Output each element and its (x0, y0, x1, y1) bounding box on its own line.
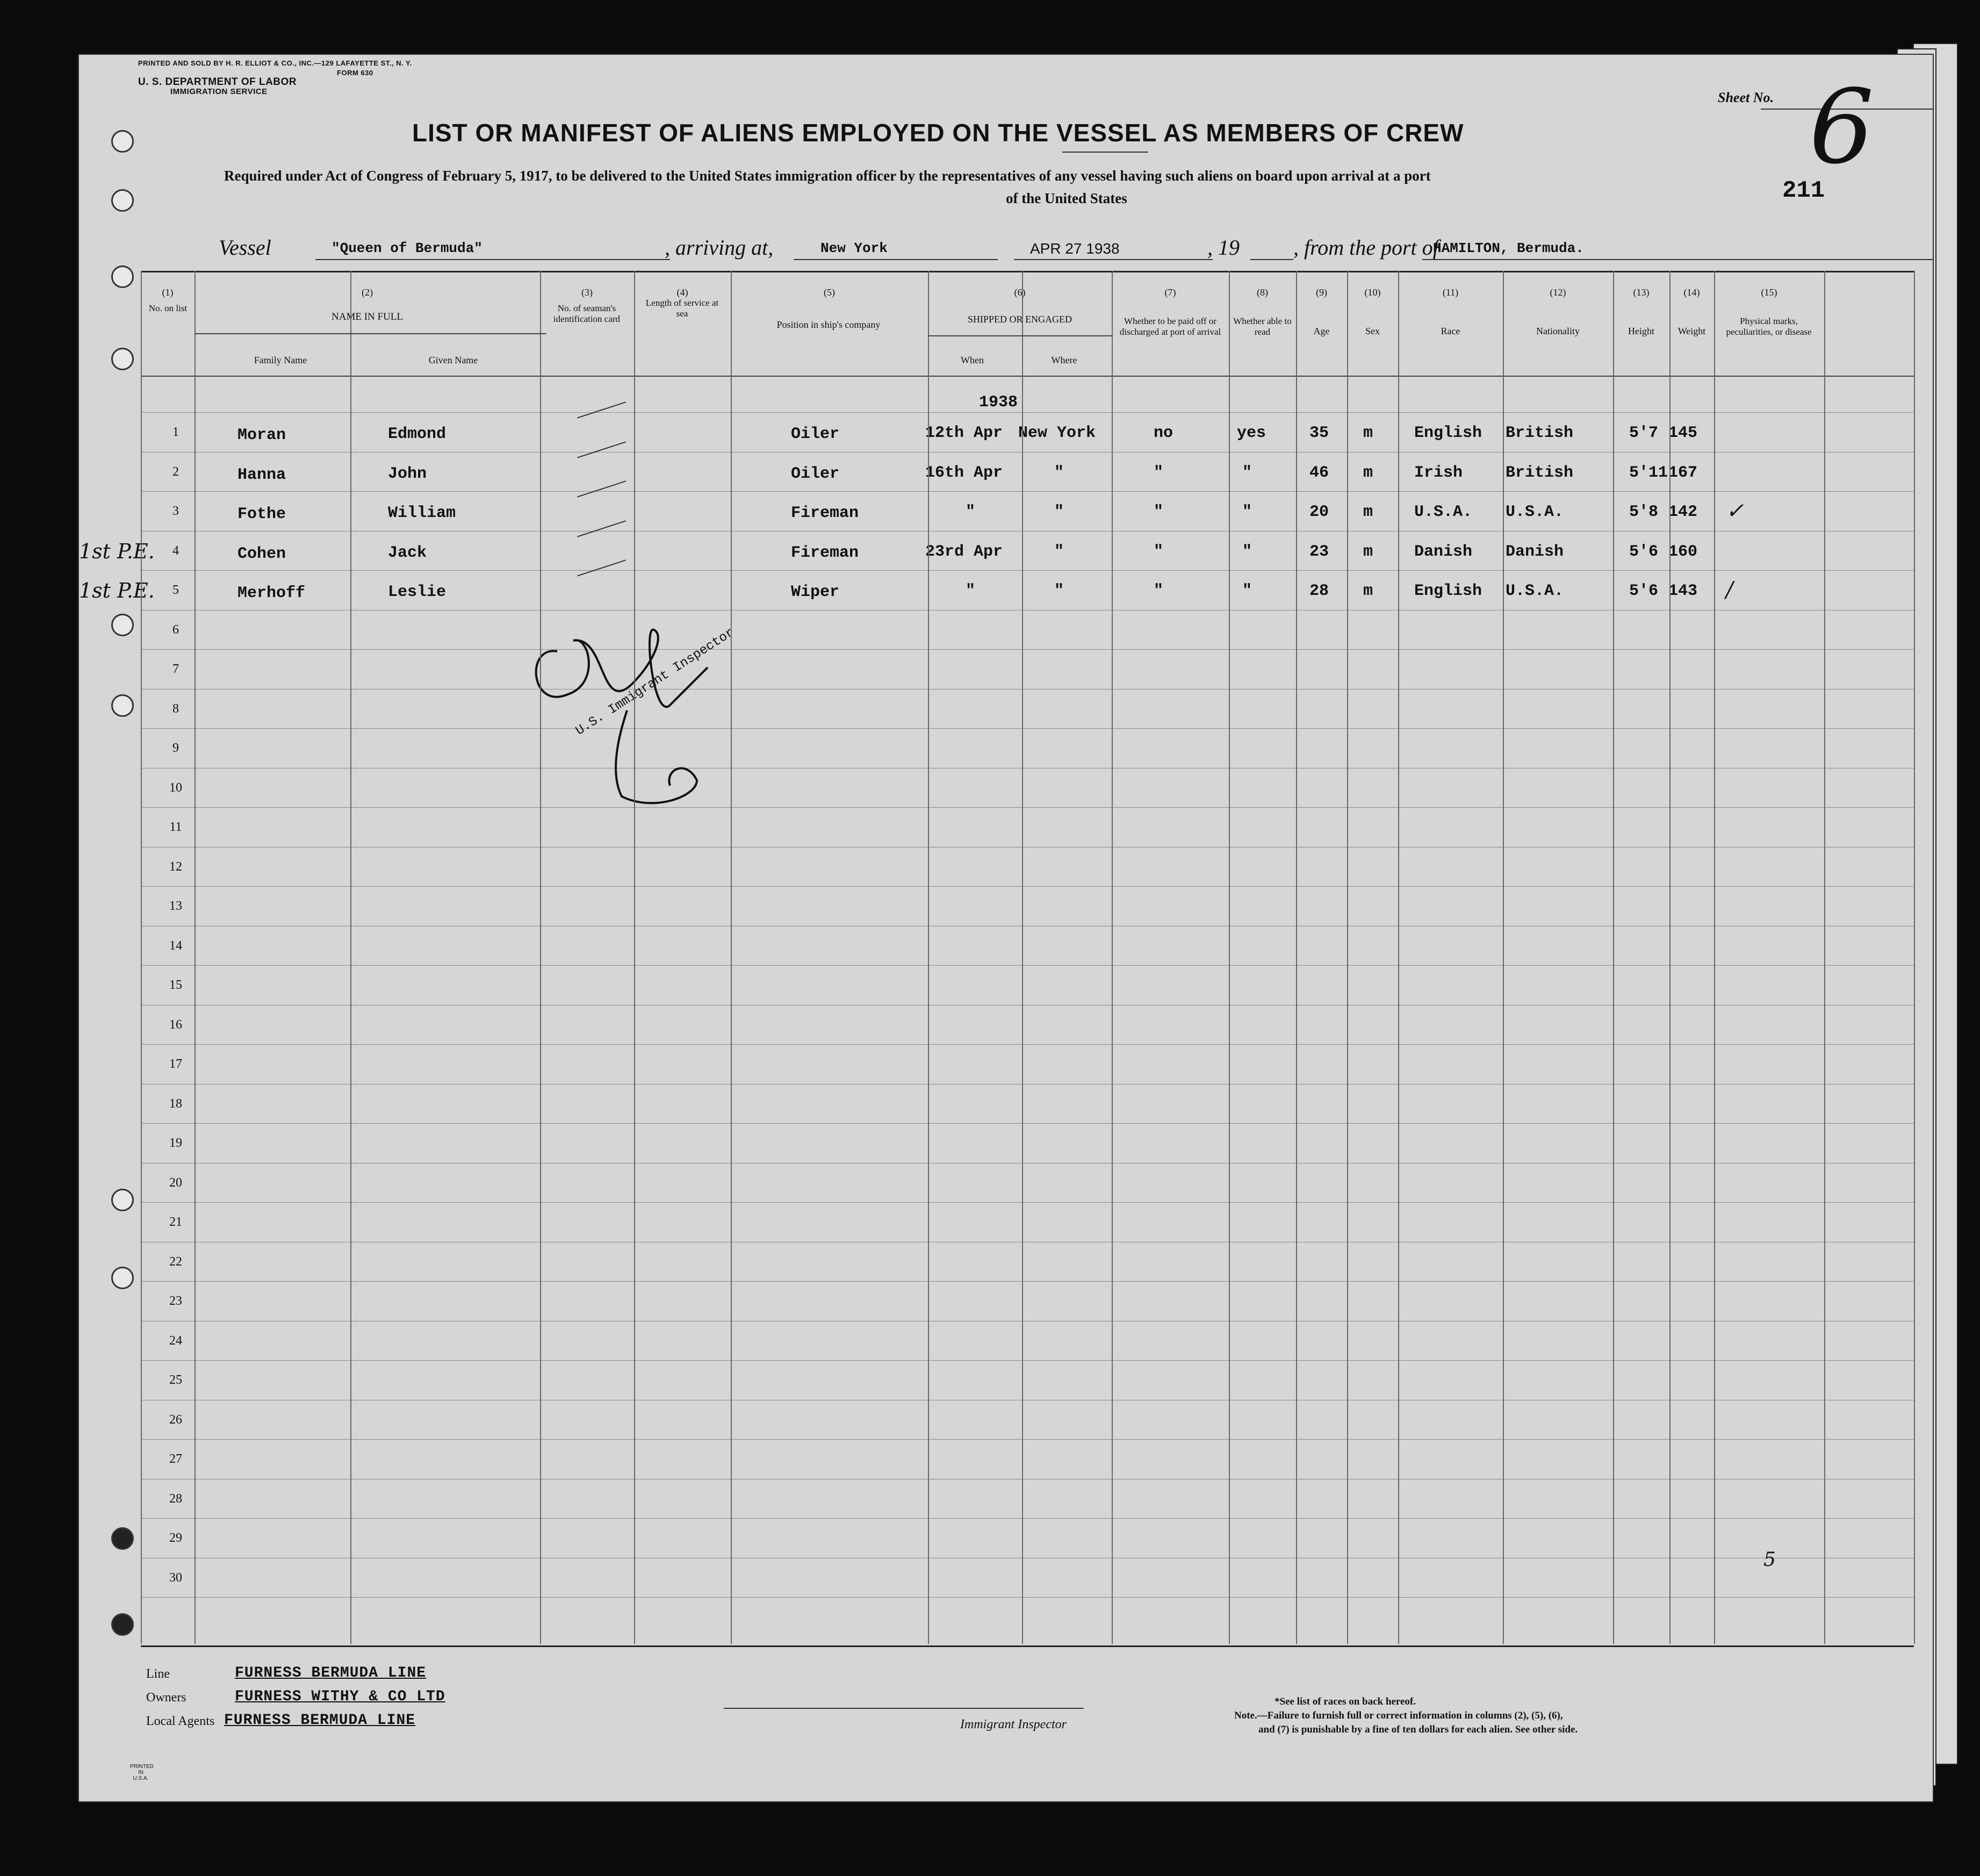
arriving-label: , arriving at, (665, 235, 774, 260)
family-name: Moran (237, 426, 286, 444)
col-11-number: (11) (1442, 287, 1459, 298)
row-rule (141, 491, 1914, 492)
column-divider (1398, 271, 1399, 1644)
row-rule (141, 807, 1914, 808)
col-7-number: (7) (1164, 287, 1176, 298)
stray-mark: 5 (1763, 1549, 1776, 1571)
inspector-stamp (493, 603, 794, 818)
column-divider (350, 271, 351, 1644)
col-shipped-engaged: SHIPPED OR ENGAGED (967, 314, 1072, 325)
vessel-label: Vessel (219, 235, 271, 260)
age: 28 (1309, 582, 1329, 600)
position: Wiper (791, 583, 840, 601)
family-name: Hanna (237, 466, 286, 484)
note-races: *See list of races on back hereof. (1275, 1696, 1416, 1707)
column-divider (1347, 271, 1348, 1644)
shipped-when: " (966, 582, 976, 600)
punch-hole (111, 1527, 134, 1550)
row-number: 23 (169, 1294, 182, 1308)
row-rule (141, 1044, 1914, 1045)
line-label: Line (146, 1667, 170, 1681)
row-number: 30 (169, 1571, 182, 1585)
height: 5'8 (1629, 503, 1659, 521)
from-underline (1422, 259, 1933, 260)
height: 5'7 (1629, 424, 1659, 442)
vessel-underline (315, 259, 670, 260)
row-number: 20 (169, 1176, 182, 1190)
physical-mark: / (1726, 578, 1733, 602)
position: Oiler (791, 465, 840, 483)
nationality: U.S.A. (1506, 503, 1564, 521)
row-number: 17 (169, 1057, 182, 1071)
col-4-number: (4) (676, 287, 688, 298)
position: Fireman (791, 544, 859, 562)
stamp-number: 211 (1782, 177, 1825, 204)
nationality: British (1506, 464, 1574, 482)
punch-hole (111, 614, 134, 636)
col-position: Position in ship's company (776, 319, 881, 330)
service: IMMIGRATION SERVICE (170, 87, 268, 96)
punch-hole (111, 1189, 134, 1211)
row-number: 15 (169, 978, 182, 992)
header-rule (141, 376, 1914, 377)
sex: m (1363, 424, 1373, 442)
race: English (1414, 424, 1482, 442)
row-rule (141, 1202, 1914, 1203)
col-8-number: (8) (1257, 287, 1268, 298)
column-divider (1112, 271, 1113, 1644)
col-no-on-list: No. on list (148, 303, 188, 313)
row-rule (141, 1123, 1914, 1124)
from-port: HAMILTON, Bermuda. (1433, 240, 1584, 256)
row-number: 8 (172, 702, 179, 716)
title-rule (1062, 152, 1148, 153)
col-9-number: (9) (1316, 287, 1327, 298)
col-sex: Sex (1365, 326, 1380, 336)
race: English (1414, 582, 1482, 600)
column-divider (1714, 271, 1715, 1644)
able-to-read: " (1242, 464, 1252, 482)
col-nationality: Nationality (1536, 326, 1580, 336)
row-rule (141, 1597, 1914, 1598)
owners-value: FURNESS WITHY & CO LTD (235, 1688, 445, 1705)
row-number: 11 (169, 820, 182, 834)
weight: 142 (1668, 503, 1698, 521)
sex: m (1363, 582, 1373, 600)
margin-annotation: 1st P.E. (79, 579, 155, 602)
row-number: 29 (169, 1531, 182, 1545)
sex: m (1363, 543, 1373, 561)
punch-hole (111, 189, 134, 212)
col-2-number: (2) (362, 287, 373, 298)
weight: 167 (1668, 464, 1698, 482)
row-rule (141, 886, 1914, 887)
row-rule (141, 1360, 1914, 1361)
race: Danish (1414, 543, 1473, 561)
col-14-number: (14) (1683, 287, 1700, 298)
row-number: 16 (169, 1018, 182, 1032)
given-name: John (388, 465, 427, 483)
height: 5'11 (1629, 464, 1668, 482)
nationality: Danish (1506, 543, 1564, 561)
row-number: 2 (172, 465, 179, 479)
date-stamp: APR 27 1938 (1030, 240, 1120, 257)
year-underline (1250, 259, 1293, 260)
row-number: 18 (169, 1097, 182, 1111)
col-where: Where (1051, 355, 1077, 365)
given-name: William (388, 504, 456, 522)
position: Oiler (791, 425, 840, 443)
position: Fireman (791, 504, 859, 522)
punch-hole (111, 694, 134, 717)
col-age: Age (1313, 326, 1330, 336)
paid-off: " (1154, 464, 1164, 482)
col-given-name: Given Name (428, 355, 478, 365)
row-number: 21 (169, 1215, 182, 1229)
row-number: 6 (172, 623, 179, 637)
column-divider (1914, 271, 1915, 1644)
from-label: , from the port of (1293, 235, 1439, 260)
margin-annotation: 1st P.E. (79, 540, 155, 563)
row-number: 24 (169, 1334, 182, 1348)
inspector-label: Immigrant Inspector (960, 1717, 1067, 1731)
punch-hole (111, 1267, 134, 1289)
row-rule (141, 1518, 1914, 1519)
race: Irish (1414, 464, 1463, 482)
row-rule (141, 412, 1914, 413)
height: 5'6 (1629, 582, 1659, 600)
column-divider (141, 271, 142, 1644)
inspector-title: U.S. Immigrant Inspector (573, 625, 737, 739)
paid-off: " (1154, 543, 1164, 561)
shipped-when: 12th Apr (925, 424, 1003, 442)
row-number: 27 (169, 1452, 182, 1466)
able-to-read: " (1242, 582, 1252, 600)
col-5-number: (5) (824, 287, 835, 298)
race: U.S.A. (1414, 503, 1473, 521)
col-physical-marks: Physical marks, peculiarities, or disease (1726, 316, 1812, 337)
shipped-where: New York (1018, 424, 1096, 442)
header-sub-rule (195, 333, 546, 334)
able-to-read: " (1242, 543, 1252, 561)
col-6-number: (6) (1014, 287, 1026, 298)
row-number: 22 (169, 1255, 182, 1269)
note-fine-1: Note.—Failure to furnish full or correct information in columns (2), (5), (6), (1234, 1710, 1563, 1721)
nationality: British (1506, 424, 1574, 442)
col-paid-off: Whether to be paid off or discharged at port of arrival (1119, 316, 1221, 337)
column-divider (1296, 271, 1297, 1644)
column-divider (195, 271, 196, 1644)
paid-off: no (1154, 424, 1173, 442)
col-13-number: (13) (1633, 287, 1650, 298)
age: 23 (1309, 543, 1329, 561)
family-name: Merhoff (237, 584, 306, 602)
row-number: 12 (169, 860, 182, 874)
shipped-where: " (1054, 464, 1064, 482)
physical-mark: ✓ (1726, 499, 1744, 523)
given-name: Leslie (388, 583, 447, 601)
manifest-sheet (78, 54, 1934, 1802)
sheet-number: 6 (1809, 68, 1874, 186)
column-divider (1503, 271, 1504, 1644)
weight: 143 (1668, 582, 1698, 600)
column-divider (1022, 271, 1023, 1644)
note-fine-2: and (7) is punishable by a fine of ten dollars for each alien. See other side. (1258, 1724, 1578, 1735)
col-3-number: (3) (581, 287, 593, 298)
row-number: 7 (172, 662, 179, 676)
punch-hole (111, 265, 134, 288)
column-divider (928, 271, 929, 1644)
given-name: Jack (388, 544, 427, 562)
row-number: 19 (169, 1136, 182, 1150)
col-family-name: Family Name (254, 355, 307, 365)
row-rule (141, 1281, 1914, 1282)
paid-off: " (1154, 503, 1164, 521)
able-to-read: " (1242, 503, 1252, 521)
row-rule (141, 570, 1914, 571)
row-number: 10 (169, 781, 182, 795)
date-underline (1014, 259, 1213, 260)
port-underline (794, 259, 998, 260)
row-rule (141, 965, 1914, 966)
col-height: Height (1628, 326, 1654, 336)
subtitle-line-1: Required under Act of Congress of February 5, 1917, to be delivered to the United States immigration officer by the representatives of any vessel having such aliens on board upon arrival at a port (224, 168, 1431, 184)
col-name-in-full: NAME IN FULL (332, 311, 403, 322)
punch-hole (111, 1613, 134, 1636)
sex: m (1363, 503, 1373, 521)
shipped-when: 23rd Apr (925, 543, 1003, 561)
family-name: Fothe (237, 505, 286, 523)
paid-off: " (1154, 582, 1164, 600)
page-title: LIST OR MANIFEST OF ALIENS EMPLOYED ON THE VESSEL AS MEMBERS OF CREW (412, 119, 1464, 147)
row-number: 5 (172, 583, 179, 597)
sex: m (1363, 464, 1373, 482)
year-label: , 19 (1207, 235, 1240, 260)
owners-label: Owners (146, 1691, 186, 1705)
row-number: 26 (169, 1413, 182, 1427)
col-seaman-id: No. of seaman's identification card (553, 303, 621, 324)
weight: 160 (1668, 543, 1698, 561)
shipped-when: " (966, 503, 976, 521)
inspector-signature-line (724, 1708, 1084, 1709)
row-number: 1 (172, 425, 179, 439)
col-race: Race (1441, 326, 1460, 336)
row-rule (141, 649, 1914, 650)
column-divider (731, 271, 732, 1644)
shipped-where: " (1054, 543, 1064, 561)
column-divider (1824, 271, 1825, 1644)
form-number: FORM 630 (337, 69, 373, 77)
able-to-read: yes (1237, 424, 1266, 442)
col-able-to-read: Whether able to read (1233, 316, 1292, 337)
row-rule (141, 1439, 1914, 1440)
col-12-number: (12) (1550, 287, 1566, 298)
row-rule (141, 728, 1914, 729)
sheet-label: Sheet No. (1718, 90, 1774, 105)
col-when: When (961, 355, 984, 365)
row-number: 25 (169, 1373, 182, 1387)
column-divider (1613, 271, 1614, 1644)
shipped-year: 1938 (979, 393, 1018, 412)
column-divider (634, 271, 635, 1644)
line-value: FURNESS BERMUDA LINE (235, 1665, 427, 1681)
col-weight: Weight (1677, 326, 1706, 336)
shipped-when: 16th Apr (925, 464, 1003, 482)
row-number: 3 (172, 504, 179, 518)
subtitle-line-2: of the United States (1006, 190, 1127, 206)
row-number: 9 (172, 741, 179, 755)
row-number: 4 (172, 544, 179, 558)
column-divider (1229, 271, 1230, 1644)
family-name: Cohen (237, 545, 286, 563)
col-15-number: (15) (1761, 287, 1777, 298)
col-length-service: Length of service at sea (645, 298, 719, 319)
printed-mark: PRINTED IN U.S.A. (130, 1764, 154, 1781)
department: U. S. DEPARTMENT OF LABOR (138, 76, 297, 88)
shipped-where: " (1054, 503, 1064, 521)
given-name: Edmond (388, 425, 447, 443)
agents-label: Local Agents (146, 1714, 215, 1728)
col-10-number: (10) (1364, 287, 1381, 298)
header-sub-rule (928, 335, 1112, 336)
height: 5'6 (1629, 543, 1659, 561)
age: 20 (1309, 503, 1329, 521)
arriving-port: New York (820, 240, 888, 256)
age: 46 (1309, 464, 1329, 482)
shipped-where: " (1054, 582, 1064, 600)
punch-hole (111, 130, 134, 153)
age: 35 (1309, 424, 1329, 442)
nationality: U.S.A. (1506, 582, 1564, 600)
weight: 145 (1668, 424, 1698, 442)
punch-hole (111, 348, 134, 370)
row-number: 28 (169, 1492, 182, 1506)
column-divider (1669, 271, 1671, 1644)
row-number: 14 (169, 939, 182, 953)
row-number: 13 (169, 899, 182, 913)
column-divider (540, 271, 541, 1644)
vessel-name: "Queen of Bermuda" (332, 240, 483, 256)
printer-line: PRINTED AND SOLD BY H. R. ELLIOT & CO., INC.—129 LAFAYETTE ST., N. Y. (138, 59, 412, 67)
agents-value: FURNESS BERMUDA LINE (224, 1712, 416, 1729)
col-1-number: (1) (162, 287, 174, 298)
